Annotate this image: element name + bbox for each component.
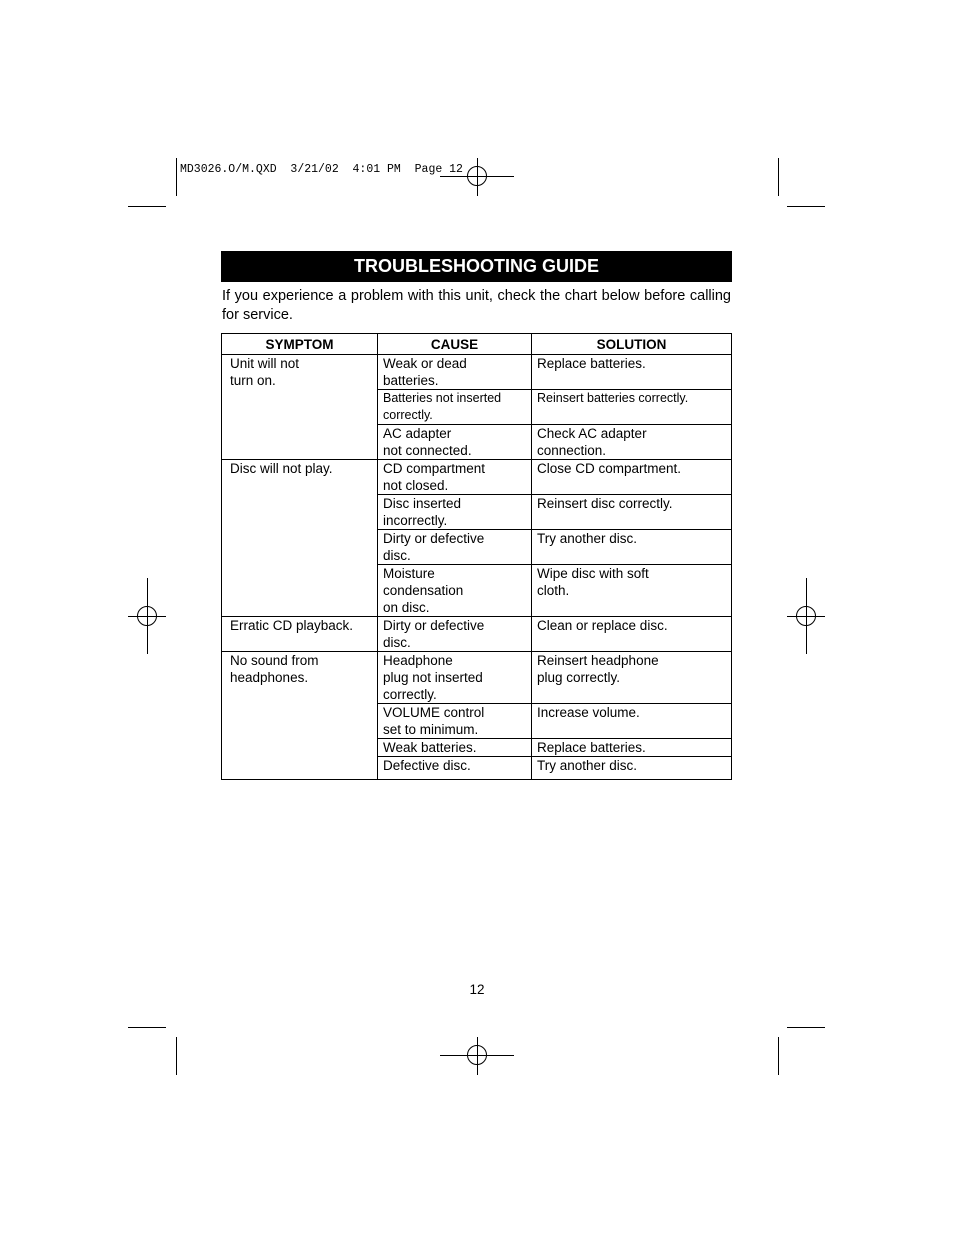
cause-cell: AC adapter not connected. [378, 425, 532, 460]
solution-cell: Close CD compartment. [532, 460, 732, 495]
solution-cell: Replace batteries. [532, 739, 732, 757]
intro-paragraph: If you experience a problem with this unit, check the chart below before calling for service. [222, 288, 731, 323]
solution-cell: Reinsert batteries correctly. [532, 390, 732, 425]
header-cause: CAUSE [378, 334, 532, 355]
solution-cell: Try another disc. [532, 757, 732, 780]
solution-cell: Reinsert headphone plug correctly. [532, 652, 732, 704]
section-title-text: TROUBLESHOOTING GUIDE [353, 256, 599, 276]
cause-cell: Disc inserted incorrectly. [378, 495, 532, 530]
page-number: 12 [469, 982, 485, 997]
file-slug-line: MD3026.O/M.QXD 3/21/02 4:01 PM Page 12 [180, 163, 463, 176]
cause-cell: Batteries not inserted correctly. [378, 390, 532, 425]
symptom-cell: Disc will not play. [222, 460, 378, 617]
troubleshooting-table [221, 333, 732, 780]
cause-cell: Defective disc. [378, 757, 532, 780]
solution-cell: Increase volume. [532, 704, 732, 739]
section-title [221, 251, 732, 282]
cause-cell: VOLUME control set to minimum. [378, 704, 532, 739]
table-body [222, 355, 732, 780]
table-row [222, 617, 732, 652]
cause-cell: Moisture condensation on disc. [378, 565, 532, 617]
solution-cell: Reinsert disc correctly. [532, 495, 732, 530]
cause-cell: Weak or dead batteries. [378, 355, 532, 390]
solution-cell: Try another disc. [532, 530, 732, 565]
cause-cell: Dirty or defective disc. [378, 530, 532, 565]
cause-cell: CD compartment not closed. [378, 460, 532, 495]
table-header-row [222, 334, 732, 355]
solution-cell: Wipe disc with soft cloth. [532, 565, 732, 617]
symptom-cell: Unit will not turn on. [222, 355, 378, 460]
solution-cell: Replace batteries. [532, 355, 732, 390]
cause-cell: Weak batteries. [378, 739, 532, 757]
header-symptom: SYMPTOM [222, 334, 378, 355]
table-row [222, 460, 732, 495]
table-row [222, 652, 732, 704]
symptom-cell: No sound from headphones. [222, 652, 378, 780]
solution-cell: Check AC adapter connection. [532, 425, 732, 460]
table-row [222, 355, 732, 390]
symptom-cell: Erratic CD playback. [222, 617, 378, 652]
cause-cell: Dirty or defective disc. [378, 617, 532, 652]
solution-cell: Clean or replace disc. [532, 617, 732, 652]
header-solution: SOLUTION [532, 334, 732, 355]
cause-cell: Headphone plug not inserted correctly. [378, 652, 532, 704]
